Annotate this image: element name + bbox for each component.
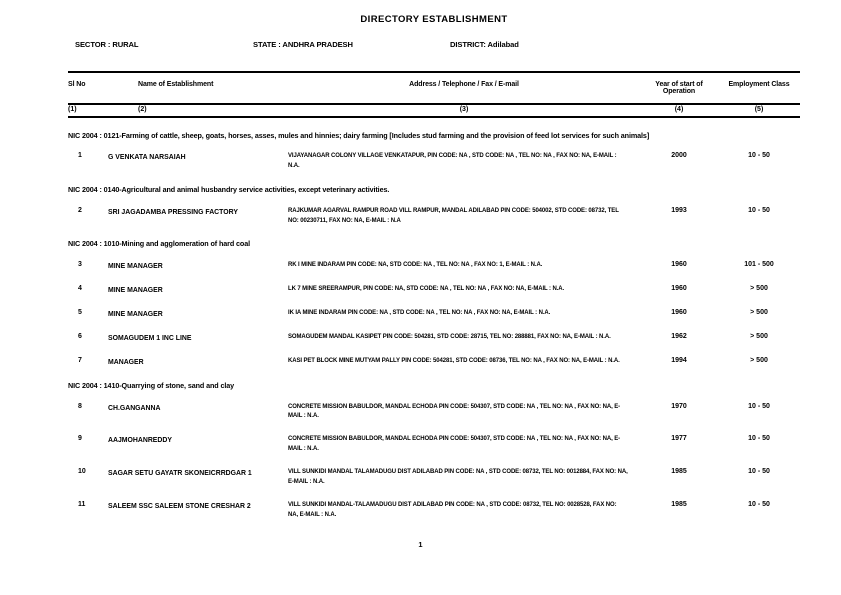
document-meta	[68, 40, 800, 49]
table-body	[68, 131, 800, 521]
row-year-of-start: 2000	[671, 152, 687, 160]
nic-section-heading: NIC 2004 : 1410-Quarrying of stone, sand and clay	[68, 381, 235, 391]
row-establishment-name: MINE MANAGER	[108, 286, 163, 294]
row-year-of-start: 1960	[671, 284, 687, 292]
row-establishment-name: AAJMOHANREDDY	[108, 437, 172, 445]
row-establishment-name: G VENKATA NARSAIAH	[108, 154, 186, 162]
row-employment-class: 10 - 50	[748, 402, 770, 410]
column-header-year: Year of start of Operation	[655, 81, 703, 95]
row-address: RK I MINE INDARAM PIN CODE: NA, STD CODE: NA , TEL NO: NA , FAX NO: 1, E-MAIL : N.A.	[288, 261, 543, 268]
column-header-address: Address / Telephone / Fax / E-mail	[409, 81, 519, 88]
row-employment-class: 10 - 50	[748, 152, 770, 160]
column-header-sl-no: Sl No	[68, 81, 86, 88]
row-establishment-name: CH.GANGANNA	[108, 404, 161, 412]
column-header-employment: Employment Class	[728, 81, 790, 88]
nic-section-heading: NIC 2004 : 0140-Agricultural and animal husbandry service activities, except veterinary activities.	[68, 185, 390, 195]
row-establishment-name: SRI JAGADAMBA PRESSING FACTORY	[108, 208, 238, 216]
table-row	[68, 309, 800, 320]
table-row	[68, 501, 800, 521]
table-row	[68, 285, 800, 296]
page-title: DIRECTORY ESTABLISHMENT	[360, 14, 508, 25]
row-sl-no: 5	[78, 308, 82, 316]
row-employment-class: 10 - 50	[748, 435, 770, 443]
horizontal-rule	[68, 116, 800, 118]
row-address: IK IA MINE INDARAM PIN CODE: NA , STD CODE: NA , TEL NO: NA , FAX NO: NA, E-MAIL : N.A.	[288, 309, 551, 316]
row-employment-class: 10 - 50	[748, 500, 770, 508]
row-year-of-start: 1977	[671, 435, 687, 443]
row-employment-class: 10 - 50	[748, 206, 770, 214]
row-year-of-start: 1960	[671, 308, 687, 316]
table-row	[68, 152, 800, 172]
row-sl-no: 1	[78, 152, 82, 160]
column-header-name: Name of Establishment	[138, 81, 214, 88]
row-employment-class: > 500	[750, 357, 768, 365]
row-address: VILL SUNKIDI MANDAL-TALAMADUGU DIST ADILABAD PIN CODE: NA , STD CODE: 08732, TEL NO: 0028528, FAX NO: NA, E-MAIL : N.A.	[288, 501, 617, 518]
row-address: RAJKUMAR AGARVAL RAMPUR ROAD VILL RAMPUR, MANDAL ADILABAD PIN CODE: 504002, STD CODE: 08732, TEL NO: 00230711, FAX NO: NA, E-MAIL : N.A	[288, 207, 619, 224]
nic-section-heading: NIC 2004 : 0121-Farming of cattle, sheep, goats, horses, asses, mules and hinnies; dairy farming [Includes stud farming and the provision of feed lot services for such animals]	[68, 131, 650, 140]
row-sl-no: 6	[78, 333, 82, 341]
row-employment-class: > 500	[750, 333, 768, 341]
nic-section-heading: NIC 2004 : 1010-Mining and agglomeration of hard coal	[68, 239, 251, 249]
row-address: KASI PET BLOCK MINE MUTYAM PALLY PIN CODE: 504281, STD CODE: 08736, TEL NO: NA , FAX NO: NA, E-MAIL : N.A.	[288, 358, 620, 365]
row-year-of-start: 1962	[671, 333, 687, 341]
row-year-of-start: 1970	[671, 402, 687, 410]
row-sl-no: 11	[78, 500, 86, 508]
row-address: CONCRETE MISSION BABULDOR, MANDAL ECHODA PIN CODE: 504307, STD CODE: NA , TEL NO: NA , FAX NO: NA, E-MAIL : N.A.	[288, 436, 621, 453]
column-number-3: (3)	[459, 106, 469, 113]
row-establishment-name: SAGAR SETU GAYATR SKONEICRRDGAR 1	[108, 470, 252, 478]
district-value: DISTRICT: Adilabad	[450, 40, 519, 49]
table-row	[68, 403, 800, 423]
row-employment-class: > 500	[750, 308, 768, 316]
row-year-of-start: 1985	[671, 468, 687, 476]
table-header-row	[68, 73, 800, 101]
row-employment-class: 10 - 50	[748, 468, 770, 476]
row-year-of-start: 1993	[671, 206, 687, 214]
table-row	[68, 357, 800, 368]
row-establishment-name: SALEEM SSC SALEEM STONE CRESHAR 2	[108, 502, 251, 510]
row-address: VIJAYANAGAR COLONY VILLAGE VENKATAPUR, PIN CODE: NA , STD CODE: NA , TEL NO: NA , FAX NO: NA, E-MAIL : N.A.	[288, 153, 617, 170]
row-establishment-name: MINE MANAGER	[108, 262, 163, 270]
sector-value: SECTOR : RURAL	[75, 40, 139, 49]
row-sl-no: 9	[78, 435, 82, 443]
row-year-of-start: 1985	[671, 500, 687, 508]
row-sl-no: 8	[78, 402, 82, 410]
row-address: VILL SUNKIDI MANDAL TALAMADUGU DIST ADILABAD PIN CODE: NA , STD CODE: 08732, TEL NO: 0012884, FAX NO: NA, E-MAIL : N.A.	[288, 469, 628, 485]
column-number-2: (2)	[138, 106, 147, 113]
column-number-5: (5)	[754, 106, 764, 113]
column-number-row	[68, 105, 800, 115]
row-address: LK 7 MINE SREERAMPUR, PIN CODE: NA, STD CODE: NA , TEL NO: NA , FAX NO: NA, E-MAIL : N.A.	[288, 285, 565, 292]
column-number-4: (4)	[674, 106, 684, 113]
row-sl-no: 7	[78, 357, 82, 365]
row-sl-no: 2	[78, 206, 82, 214]
row-employment-class: > 500	[750, 284, 768, 292]
column-number-1: (1)	[68, 106, 77, 113]
row-establishment-name: SOMAGUDEM 1 INC LINE	[108, 335, 192, 343]
state-value: STATE : ANDHRA PRADESH	[253, 40, 353, 49]
row-year-of-start: 1994	[671, 357, 687, 365]
row-year-of-start: 1960	[671, 260, 687, 268]
row-establishment-name: MANAGER	[108, 359, 144, 367]
table-row	[68, 261, 800, 272]
row-address: SOMAGUDEM MANDAL KASIPET PIN CODE: 504281, STD CODE: 28715, TEL NO: 288881, FAX NO: NA, E-MAIL : N.A.	[288, 334, 611, 341]
page-number: 1	[418, 540, 423, 549]
row-sl-no: 10	[78, 468, 86, 476]
table-row	[68, 207, 800, 227]
table-row	[68, 435, 800, 455]
table-row	[68, 468, 800, 488]
row-sl-no: 4	[78, 284, 82, 292]
table-row	[68, 333, 800, 344]
row-address: CONCRETE MISSION BABULDOR, MANDAL ECHODA PIN CODE: 504307, STD CODE: NA , TEL NO: NA , FAX NO: NA, E-MAIL : N.A.	[288, 403, 621, 420]
row-employment-class: 101 - 500	[744, 260, 774, 268]
row-establishment-name: MINE MANAGER	[108, 310, 163, 318]
row-sl-no: 3	[78, 260, 82, 268]
